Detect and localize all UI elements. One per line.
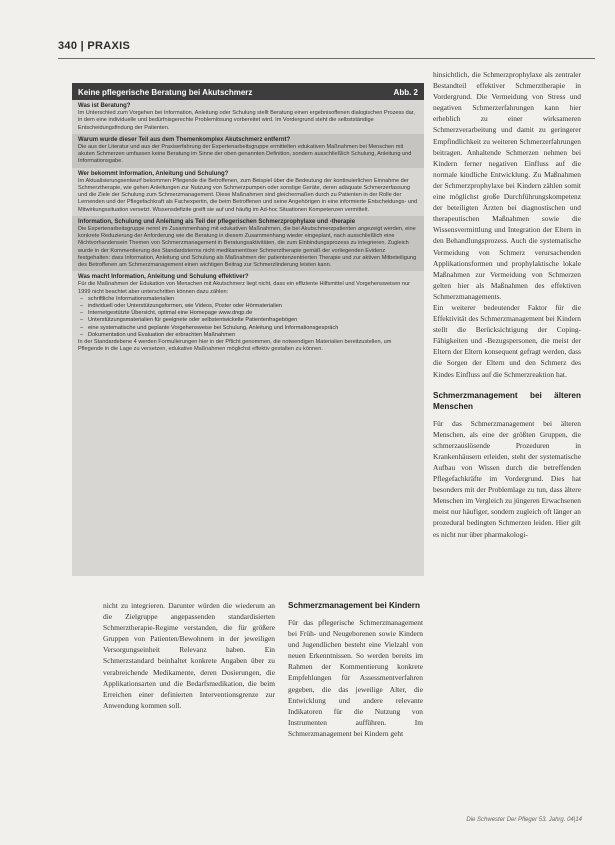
box-section-2 bbox=[72, 134, 424, 168]
paragraph: hinsichtlich, die Schmerzprophylaxe als zentraler Bestandteil effektiver Schmerztherapie in Vordergrund. Die Vermeidung von Stress und negativen Schmerzerfahrungen kann hier erheblich zu einer wirksameren Schmerzverarbeitung und damit zu geringerer Empfindlichkeit zu weiteren Schmerzerfahrungen beitragen. Anhaltende Schmerzen nehmen bei Kindern ferner negativen Einfluss auf die normale kindliche Entwicklung. Zu Maßnahmen der Schmerzprophylaxe bei Kindern zählen somit eine möglichst große Durchführungskompetenz der beteiligten Ärzten bei diagnostischen und therapeutischen Maßnahmen sowie die Wissensvermittlung und Integration der Eltern in den Behandlungsprozess. Auch die systematische Vermeidung von Schmerz verursachenden Applikationsformen und prophylaktische lokale Maßnahmen zur Vermeidung von Schmerzen gelten hier als Maßnahmen des effektiven Schmerzmanagements. bbox=[433, 70, 581, 301]
section-question: Warum wurde dieser Teil aus dem Themenkomplex Akutschmerz entfernt? bbox=[78, 136, 291, 143]
box-section-3 bbox=[72, 168, 424, 216]
list-item: – eine systematische und geplante Vorgehensweise bei Schulung, Anleitung und Informationsgespräch bbox=[88, 325, 418, 332]
box-tag: Abb. 2 bbox=[393, 88, 418, 97]
column-left bbox=[103, 600, 275, 711]
paragraph: Für das pflegerische Schmerzmanagement bei Früh- und Neugeborenen sowie Kindern und Jugendlichen besteht eine Vielzahl von neuen Erkenntnissen. So werden bereits im Rahmen der Kommentierung konkrete Empfehlungen für Assessmentverfahren gegeben, die das jeweilige Alter, die Entwicklung und andere relevante Indikatoren für die Nutzung von Instrumenten aufführen. Im Schmerzmanagement bei Kindern geht bbox=[288, 618, 423, 738]
section-text: Die aus der Literatur und aus der Praxiserfahrung der Expertenarbeitsgruppe ermittelten edukativen Maßnahmen bei Menschen mit akuten Schmerzen umfassen keine Beratung im Sinne der oben genannten Definition, sondern ausschließlich Schulung, Anleitung und Informationsgabe. bbox=[78, 144, 412, 165]
list-item: – schriftliche Informationsmaterialien bbox=[88, 296, 418, 303]
page-number: 340 | PRAXIS bbox=[58, 40, 131, 52]
aid-list bbox=[78, 296, 418, 339]
section-question: Was macht Information, Anleitung und Schulung effektiver? bbox=[78, 274, 249, 281]
section-text: Die Expertenarbeitsgruppe nennt im Zusammenhang mit edukativen Maßnahmen, die bei Akutschmerzpatienten angezeigt werden, eine konkrete Reduzierung der Anforderung wie die Beratung in diesem Zusammenhang wieder eingeplant, nach ausschließlich eine Nichtvorhandensein Themen von Schmerzmanagement in Beratungsaktivitäten, die zum Einbindungsprozess zu integrieren. Zugleich wurde in der Kommentierung des Standardsterms nicht medikamentöser Schmerztherapie gemäß der vorliegenden Evidenz festgehalten: dass Information, Anleitung und Schulung als Maßnahmen der patientenzentrierten Therapie und zur aktiven Mitbeteiligung des Betroffenen am Schmerzmanagement einen wichtigen Beitrag zur Schmerzlinderung leisten kann. bbox=[78, 226, 417, 269]
paragraph: Ein weiterer bedeutender Faktor für die Effektivität des Schmerzmanagement bei Kindern stellt die Berücksichtigung der Coping-Fähigkeiten und -Bezugspersonen, die meist der Eltern der Eltern konsequent gefragt werden, dass die Sorgen der Eltern und den Schmerz des Kindes Einfluss auf die Schmerzreaktion hat. bbox=[433, 302, 581, 379]
section-text: Im Unterschied zum Vorgehen bei Information, Anleitung oder Schulung stellt Beratung einen ergebnisoffenen dialogischen Prozess dar, in dem eine individuelle und bedürfnisgerechte Problemlösung vorbereitet wird. Im Vordergrund steht die selbstständige Entscheidungsfindung der Patienten. bbox=[78, 110, 415, 131]
column-right bbox=[433, 69, 581, 540]
section-heading: Schmerzmanagement bei Kindern bbox=[288, 601, 420, 610]
section-text: Für die Maßnahmen der Edukation von Menschen mit Akutschmerz liegt nicht, dass ein effiziente Hilfsmittel und Vorgehensweisen nur 1999 nicht beachtet aber unterschritten können dazu zählen: bbox=[78, 281, 410, 295]
section-text: In der Standardebene 4 werden Formulierungen hier in der Pflicht genommen, die notwendigen Materialien bereitzustellen, um Pflegende in die Lage zu versetzen, edukative Maßnahmen möglichst effektiv gestalten zu können. bbox=[78, 339, 392, 353]
paragraph: nicht zu integrieren. Darunter würden die wiederum an die Zielgruppe angepassenden standardisierten Schmerztherapie-Regime verstanden, die für größere Gruppen von Patienten/Bewohnern in der jeweiligen Versorgungseinheit Relevanz haben. Ein Schmerzstandard beinhaltet konkrete Angaben über zu verabreichende Medikamente, deren Dosierungen, die Applikationsarten und die Bedarfsmedikation, die beim Erreichen einer definierten Interventionsgrenze zur Anwendung kommen soll. bbox=[103, 601, 275, 710]
section-text: Im Aktualisierungsentwurf bekommen Pflegende die Betroffenen, zum Beispiel über die Bedeutung der kontinuierlichen Einnahme der Schmerztherapie, wie gehen Anleitungen zur Nutzung von Schmerzpumpen oder sonstige Geräte, deren adäquate Schmerzerfassung und die Ziele der Schulung zum Schmerzmanagement. Diese Maßnahmen sind gleichermaßen durch zu Patienten in der Rolle der Lernenden und der Pflegefachkraft als Fachexpertin, die beim Betroffenen und seine Angehörigen in eine informierte Entscheidungs- und Mitwirkungssituation versetzt. Wissensdefizite greift sie auf und häufig im Ad-hoc Situationen Kompetenzen vermittelt. bbox=[78, 177, 418, 213]
page-header bbox=[58, 38, 595, 59]
list-item: – Internetgestützte Übersicht, optimal eine Homepage www.dnqp.de bbox=[88, 310, 418, 317]
column-middle bbox=[288, 600, 423, 739]
section-question: Information, Schulung und Anleitung als Teil der pflegerischen Schmerzprophylaxe und -therapie bbox=[78, 218, 356, 225]
section-heading: Schmerzmanagement bei älteren Menschen bbox=[433, 390, 581, 411]
box-section-1 bbox=[72, 100, 424, 134]
box-section-4 bbox=[72, 216, 424, 271]
box-section-5 bbox=[72, 271, 424, 355]
section-question: Wer bekommt Information, Anleitung und Schulung? bbox=[78, 170, 229, 177]
info-box bbox=[72, 83, 424, 576]
list-item: – Unterstützungsmaterialien für geeignete oder selbstentwickelte Patientenfragebögen bbox=[88, 317, 418, 324]
section-question: Was ist Beratung? bbox=[78, 103, 131, 109]
page-footer: Die Schwester Der Pfleger 53. Jahrg. 04|14 bbox=[466, 817, 582, 823]
list-item: – individuell oder Unterstützungsformen, wie Videos, Poster oder Hörmaterialien bbox=[88, 303, 418, 310]
box-title: Keine pflegerische Beratung bei Akutschmerz bbox=[78, 88, 253, 97]
paragraph: Für das Schmerzmanagement bei älteren Menschen, als eine der größten Gruppen, die schmerzauslösende Prozeduren in Krankenhäusern erleiden, steht der systematische Aufbau von Wissen durch die betreffenden Pflegefachkräfte im Vordergrund. Dies hat besonders mit der Problemlage zu tun, dass ältere Menschen im Vergleich zu jüngeren Erwachsenen meist nur häufiger, sondern zugleich oft länger an prozedural bedingten Schmerzen leiden. Hier gilt es nicht nur über pharmakologi- bbox=[433, 418, 581, 539]
box-title-bar bbox=[72, 83, 424, 100]
list-item: – Dokumentation und Evaluation der erbrachten Maßnahmen bbox=[88, 332, 418, 339]
